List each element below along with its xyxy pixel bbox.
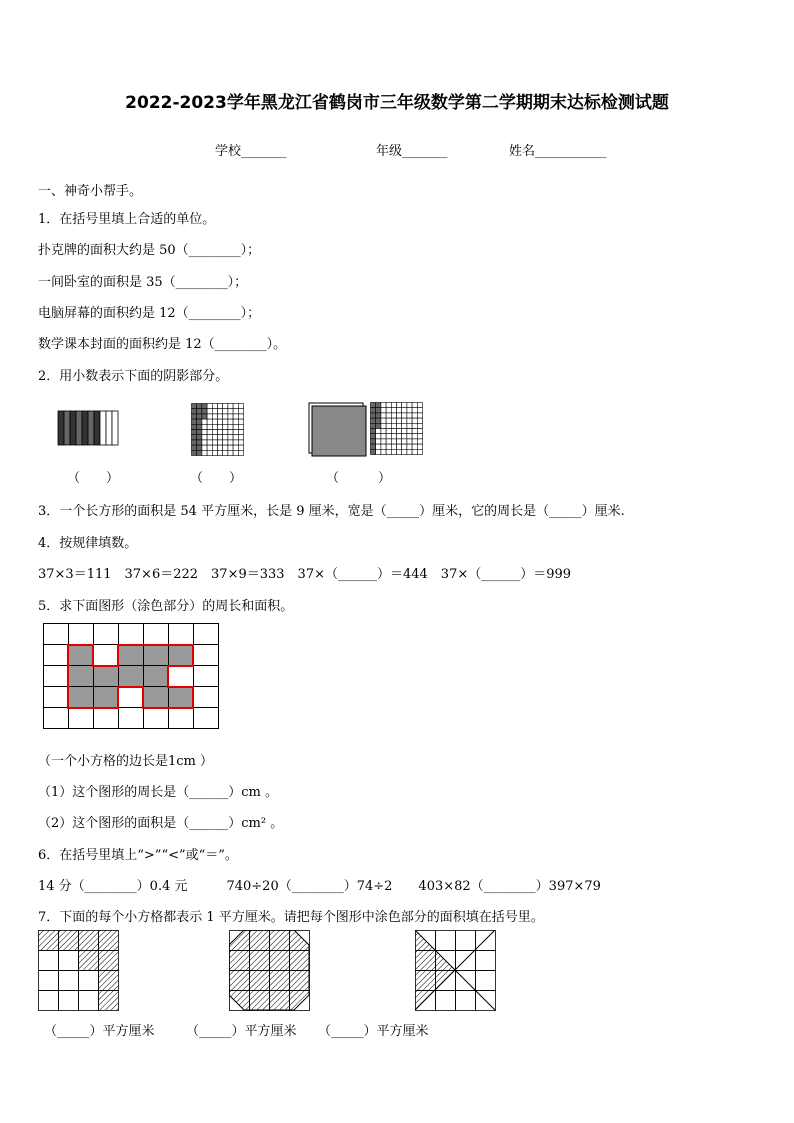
area-figure-2	[229, 930, 311, 1012]
grade-field[interactable]: 年级_______	[376, 144, 448, 159]
q6-line: 14 分（________）0.4 元 740÷20（________）74÷2 403×82（________）397×79	[38, 879, 601, 894]
q7-answer-1[interactable]: （_____）平方厘米	[44, 1024, 155, 1039]
q5-stem: 5．求下面图形（涂色部分）的周长和面积。	[38, 599, 294, 614]
perimeter-area-figure	[43, 623, 219, 733]
area-figure-1	[38, 930, 120, 1012]
q1-line-3: 电脑屏幕的面积约是 12（________）；	[38, 306, 261, 321]
q1-stem: 1．在括号里填上合适的单位。	[38, 212, 216, 227]
q1-line-2: 一间卧室的面积是 35（________）；	[38, 275, 248, 290]
hundred-grid-figure	[191, 403, 244, 456]
q4-line: 37×3＝111 37×6＝222 37×9＝333 37×（______）＝444 37×（______）＝999	[38, 567, 572, 582]
q1-line-1: 扑克牌的面积大约是 50（________）；	[38, 243, 261, 258]
q5-note: （一个小方格的边长是1cm ）	[38, 754, 214, 769]
decimal-strip-figure	[57, 410, 119, 446]
q2-stem: 2．用小数表示下面的阴影部分。	[38, 369, 229, 384]
q5-answer-2: （2）这个图形的面积是（______）cm² 。	[38, 816, 284, 831]
q2-blank-1[interactable]: （ ）	[67, 471, 120, 486]
q6-stem: 6．在括号里填上“>”“<”或“＝”。	[38, 848, 238, 863]
q5-answer-1: （1）这个图形的周长是（______）cm 。	[38, 785, 279, 800]
page-title: 2022-2023学年黑龙江省鹤岗市三年级数学第二学期期末达标检测试题	[125, 93, 669, 113]
section-heading: 一、神奇小帮手。	[38, 184, 143, 199]
area-figure-3	[415, 930, 497, 1012]
q7-stem: 7．下面的每个小方格都表示 1 平方厘米。请把每个图形中涂色部分的面积填在括号里。	[38, 910, 544, 925]
q1-line-4: 数学课本封面的面积约是 12（________）。	[38, 337, 287, 352]
q3-text: 3．一个长方形的面积是 54 平方厘米，长是 9 厘米，宽是（_____）厘米，它的周长是（_____）厘米.	[38, 504, 625, 519]
school-field[interactable]: 学校_______	[215, 144, 287, 159]
name-field[interactable]: 姓名___________	[509, 144, 607, 159]
q2-blank-3[interactable]: （ ）	[326, 471, 392, 486]
q4-stem: 4．按规律填数。	[38, 536, 138, 551]
q7-answer-2[interactable]: （_____）平方厘米	[186, 1024, 297, 1039]
q7-answer-3[interactable]: （_____）平方厘米	[318, 1024, 429, 1039]
q2-blank-2[interactable]: （ ）	[190, 471, 243, 486]
mixed-square-figure	[308, 402, 426, 457]
